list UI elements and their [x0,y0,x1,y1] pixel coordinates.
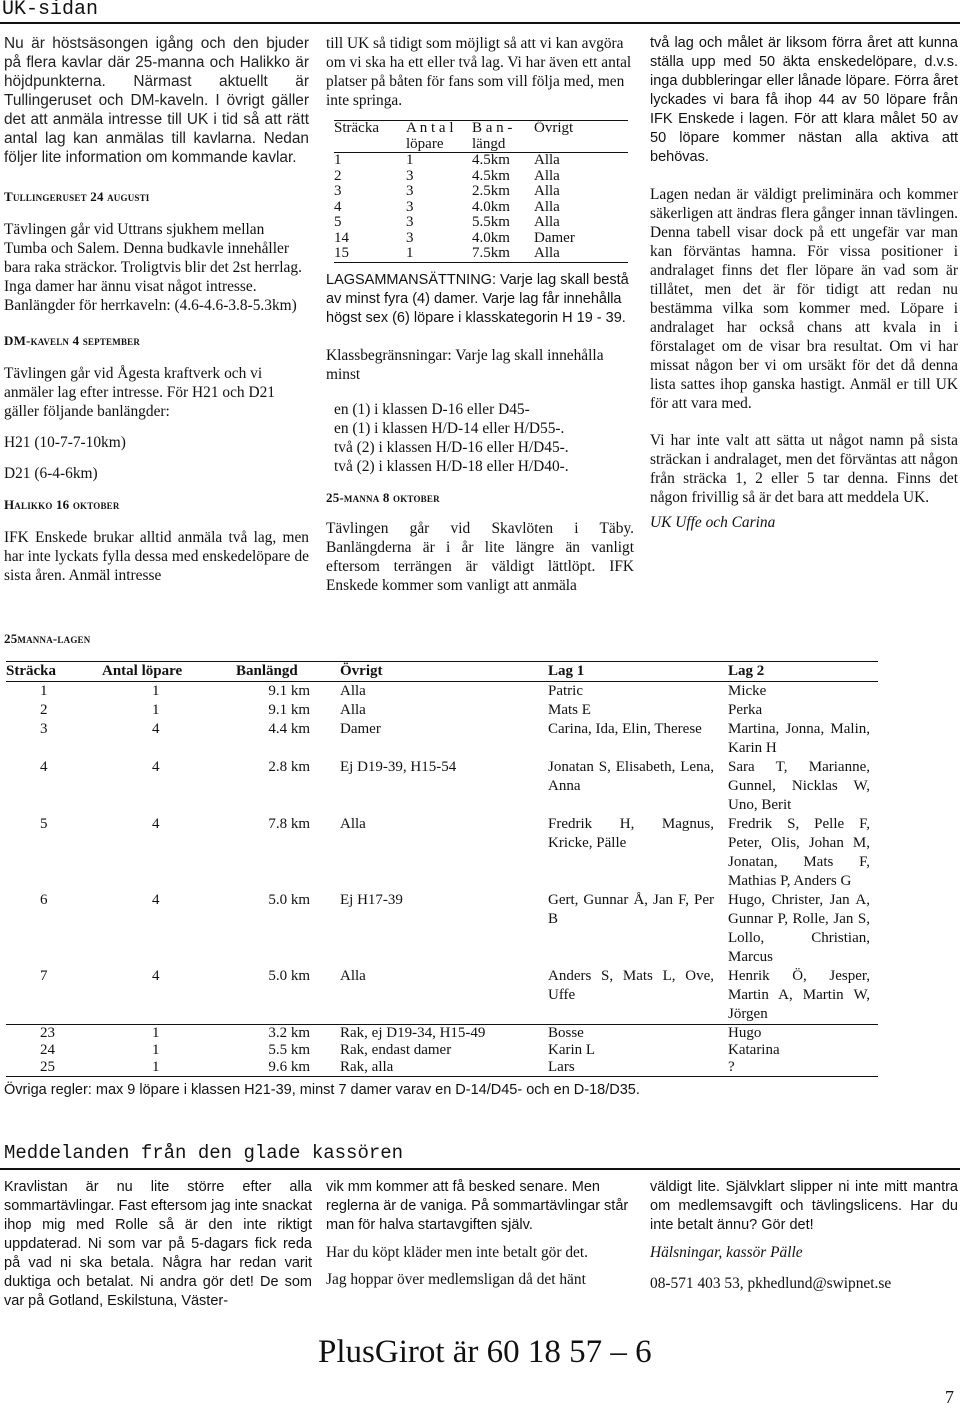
plusgiro-number: PlusGirot är 60 18 57 – 6 [318,1334,652,1370]
table-cell: Ej D19-39, H15-54 [340,759,457,775]
table-cell: Henrik Ö, Jesper, Martin A, Martin W, Jörgen [728,967,878,1025]
table-row [6,815,878,891]
table-cell: 3 [334,183,342,199]
list-item: två (2) i klassen H/D-18 eller H/D40-. [334,457,569,475]
table-cell: 1 [152,1059,160,1075]
table-cell: Damer [340,721,381,737]
table-cell: Perka [728,702,763,718]
table-cell: Alla [340,967,548,1025]
table-cell: Patric [548,683,583,699]
table-cell: Rak, alla [340,1059,394,1075]
uk-signature: UK Uffe och Carina [650,514,776,531]
table-cell: Alla [534,167,560,184]
table-cell: 3 [406,229,414,246]
table-cell: 4 [152,759,160,775]
kassor-title: Meddelanden från den glade kassören [4,1142,404,1164]
page-number: 7 [945,1387,954,1407]
table-cell: Rak, endast damer [340,1042,452,1058]
table-cell: Alla [340,702,366,718]
column-1 [4,34,309,585]
table-cell: 3 [40,721,48,737]
table-cell: Sara T, Marianne, Gunnel, Nicklas W, Uno, Berit [728,759,870,813]
table-cell: 5 [334,214,342,230]
kassor-text-1: Kravlistan är nu lite större efter alla sommartävlingar. Fast eftersom jag inte snackat ihop mig med Rolle så är den inte riktigt uppdaterad. Ni som var på 5-dagars fick reda på vad ni ska betala. Några har redan varit duktiga och betalat. Ni andra gör det! De som var på Gotland, Eskilstuna, Väster- [4,1179,312,1309]
lagen-col-ovrigt: Övrigt [340,662,548,682]
table-cell: 9.1 km [268,702,310,718]
table-row [334,231,628,247]
table-cell: 2.5km [472,183,510,199]
table-cell: Ej H17-39 [340,892,403,908]
table-cell: 4 [152,892,160,908]
halikko-col-stracka: Sträcka [334,121,406,153]
table-cell: Katarina [728,1042,780,1058]
table-cell: Karin L [548,1042,596,1058]
table-cell: Jonatan S, Elisabeth, Lena, Anna [548,759,714,794]
table-cell: 3 [406,214,414,230]
klass-list [334,400,634,476]
table-row [6,758,878,815]
table-cell: 24 [40,1042,55,1058]
lagen-col-lag1: Lag 1 [548,662,728,682]
table-row [6,1042,878,1059]
halikko-cont-text: till UK så tidigt som möjligt så att vi kan avgöra om vi ska ha ett eller två lag. Vi har även ett antal platser på båten för fans som vill följa med, men inte springa. [326,35,632,109]
table-row [6,720,878,758]
kassor-text-2a: vik mm kommer att få besked senare. Men reglerna är de vaniga. På sommartävlingar står man för halva startavgiften själv. [326,1179,629,1233]
table-row [6,682,878,702]
table-cell: 4.5km [472,152,510,168]
intro-text: Nu är höstsäsongen igång och den bjuder på flera kavlar där 25-manna och Halikko är höjdpunkterna. Närmast aktuellt är Tullingeruset och DM-kaveln. I övrigt gäller det att anmäla intresse till UK i tid så att rätt antal lag kan anmälas till kavlarna. Nedan följer lite information om kommande kavlar. [4,35,309,166]
table-cell: 5.5 km [268,1042,310,1058]
kassor-rule [0,1168,960,1170]
table-cell: Anders S, Mats L, Ove, Uffe [548,967,728,1025]
table-cell: Martina, Jonna, Malin, Karin H [728,721,870,756]
lagsammansattning-text: LAGSAMMANSÄTTNING: Varje lag skall bestå av minst fyra (4) damer. Varje lag får innehålla högst sex (6) löpare i klasskategorin H 19 - 39. [326,271,629,326]
table-cell: 5.0 km [236,967,340,1025]
table-row [6,891,878,967]
halikko-table-header [334,121,628,153]
table-row [6,1059,878,1077]
table-cell: 7.5km [472,246,534,262]
page-title: UK-sidan [2,0,99,21]
table-cell: 25 [40,1059,55,1075]
table-cell: 5 [40,816,48,832]
table-cell: 1 [152,702,160,718]
col3-text-3: Vi har inte valt att sätta ut något namn på sista sträckan i andralaget, men det förväntas att någon från sträcka 1, 2 eller 5 tar denna. Finns det någon frivillig så är det bara att meddela UK. [650,432,958,506]
table-cell: Damer [534,229,575,246]
table-row [334,215,628,231]
list-item: en (1) i klassen H/D-14 eller H/D55-. [334,419,565,437]
column-3 [650,34,958,532]
table-cell: 1 [406,246,472,262]
table-cell: 14 [334,229,349,246]
manna-text: Tävlingen går vid Skavlöten i Täby. Banlängderna är i år lite längre än vanligt eftersom terrängen är väldigt lättlöpt. IFK Enskede kommer som vanligt att anmäla [326,519,634,594]
table-cell: ? [728,1059,735,1075]
halikko-table [334,120,628,263]
table-cell: Alla [534,183,560,199]
tullinge-text: Tävlingen går vid Uttrans sjukhem mellan Tumba och Salem. Denna budkavle innehåller bara raka sträckor. Troligtvis blir det 2st herrlag. Inga damer har ännu visat något intresse. Banlängder för herrkaveln: (4.6-4.6-3.8-5.3km) [4,221,302,314]
col3-text-2: Lagen nedan är väldigt preliminära och kommer säkerligen att ändras flera gånger innan tävlingen. Denna tabell visar dock på ett ungefär var man kan förväntas hamna. För vissa positioner i andralaget finns det fler löpare än vad som är tillåtet, men det är för tidigt att redan nu bestämma vilka som kommer med. Löpare i andralaget har också chans att kvala in i förstalaget om de visar bra resultat. Om vi har missat någon ber vi om ursäkt för det då denna lista sattes ihop ganska hastigt. Anmäl er till UK för att vara med. [650,186,958,412]
table-row [334,153,628,169]
dm-text: Tävlingen går vid Ågesta kraftverk och vi anmäler lag efter intresse. För H21 och D21 gäller följande banlängder: [4,365,275,420]
tullinge-heading: Tullingeruset 24 augusti [4,189,150,204]
table-cell: Fredrik H, Magnus, Kricke, Pälle [548,816,714,851]
table-cell: Fredrik S, Pelle F, Peter, Olis, Johan M, Jonatan, Mats F, Mathias P, Anders G [728,816,870,889]
table-cell: 3 [406,198,414,215]
h21-lengths: H21 (10-7-7-10km) [4,434,126,451]
col3-text-1: två lag och målet är liksom förra året att kunna ställa upp med 50 äkta enskedelöpare, d.v.s. inga dubbleringar eller lånade löpare. Förra året lyckades vi bara få ihop 44 av 50 löpare från IFK Enskede i lagen. För att klara målet 50 av 50 löpare kommer nästan alla aktiva att behövas. [650,35,958,165]
table-cell: 4 [152,816,160,832]
dm-heading: DM-kaveln 4 september [4,333,141,348]
table-cell: 6 [40,892,48,908]
table-cell: 1 [152,1025,160,1041]
ovriga-regler: Övriga regler: max 9 löpare i klassen H21-39, minst 7 damer varav en D-14/D45- och en D-18/D35. [4,1082,640,1098]
table-cell: 3.2 km [268,1025,310,1041]
halikko-col-antal: A n t a l löpare [406,121,472,153]
table-cell: 3 [406,167,414,184]
column-2 [326,34,634,595]
kassor-contact: 08-571 403 53, pkhedlund@swipnet.se [650,1275,892,1292]
table-cell: 4.0km [472,229,510,246]
table-cell: 3 [406,183,414,199]
table-cell: 9.1 km [268,683,310,699]
table-cell: 7.8 km [268,816,310,832]
table-row [334,169,628,185]
table-cell: Rak, ej D19-34, H15-49 [340,1025,486,1041]
table-cell: 7 [6,967,102,1025]
table-cell: 5.0 km [268,892,310,908]
table-cell: 1 [152,1042,160,1058]
table-cell: 9.6 km [268,1059,310,1075]
lagen-col-lag2: Lag 2 [728,662,878,682]
halikko-col-langd: B a n - längd [472,121,534,153]
table-cell: Bosse [548,1025,584,1041]
table-cell: Alla [534,152,560,168]
table-cell: Hugo [728,1025,762,1041]
table-cell: 1 [334,152,342,168]
halikko-heading: Halikko 16 oktober [4,497,120,512]
table-row [334,246,628,262]
table-cell: 1 [152,683,160,699]
header-rule [0,22,960,24]
table-cell: 4 [40,759,48,775]
table-cell: Gert, Gunnar Å, Jan F, Per B [548,892,714,927]
table-cell: Hugo, Christer, Jan A, Gunnar P, Rolle, Jan S, Lollo, Christian, Marcus [728,892,870,965]
lagen-table [6,661,878,1077]
lagen-col-banlangd: Banlängd [236,662,340,682]
table-cell: 4 [102,967,236,1025]
halikko-text: IFK Enskede brukar alltid anmäla två lag, men har inte lyckats fylla dessa med enskedelöpare de sista åren. Anmäl intresse [4,529,309,584]
table-cell: Carina, Ida, Elin, Therese [548,721,702,737]
lagen-heading: 25manna-lagen [4,631,91,646]
table-cell: 4 [152,721,160,737]
halikko-col-ovrigt: Övrigt [534,121,628,153]
table-cell: Micke [728,683,767,699]
kassor-col-3 [650,1178,958,1293]
table-row [334,184,628,200]
table-row [334,200,628,216]
table-cell: Alla [340,816,366,832]
kassor-signature: Hälsningar, kassör Pälle [650,1244,803,1261]
list-item: två (2) i klassen H/D-16 eller H/D45-. [334,438,569,456]
table-cell: Mats E [548,702,591,718]
klassbegransningar-text: Klassbegränsningar: Varje lag skall innehålla minst [326,346,604,383]
table-cell: Alla [534,198,560,215]
table-cell: Alla [340,683,366,699]
table-cell: 4.0km [472,198,510,215]
lagen-col-antal: Antal löpare [102,662,236,682]
table-row [6,1025,878,1043]
table-row [6,967,878,1025]
table-cell: 2.8 km [268,759,310,775]
table-cell: Alla [534,246,628,262]
manna-heading: 25-manna 8 oktober [326,489,440,505]
table-cell: Lars [548,1059,575,1075]
table-cell: 2 [334,167,342,184]
list-item: en (1) i klassen D-16 eller D45- [334,400,530,418]
table-cell: 4.4 km [268,721,310,737]
lagen-table-header [6,662,878,682]
table-cell: Alla [534,214,560,230]
table-cell: 5.5km [472,214,510,230]
kassor-text-2b: Har du köpt kläder men inte betalt gör det. [326,1244,588,1261]
kassor-text-2c: Jag hoppar över medlemsligan då det hänt [326,1271,586,1288]
d21-lengths: D21 (6-4-6km) [4,465,98,482]
table-cell: 2 [40,702,48,718]
table-cell: 4.5km [472,167,510,184]
table-cell: 1 [40,683,48,699]
kassor-text-3a: väldigt lite. Självklart slipper ni inte mitt mantra om medlemsavgift och tävlingslicens. Har du inte betalt ännu? Gör det! [650,1179,958,1233]
kassor-col-2 [326,1178,634,1289]
table-cell: 4 [334,198,342,215]
lagen-col-stracka: Sträcka [6,662,102,682]
table-row [6,701,878,720]
table-cell: 1 [406,152,414,168]
kassor-col-1 [4,1178,312,1311]
table-cell: 23 [40,1025,55,1041]
table-cell: 15 [334,246,406,262]
